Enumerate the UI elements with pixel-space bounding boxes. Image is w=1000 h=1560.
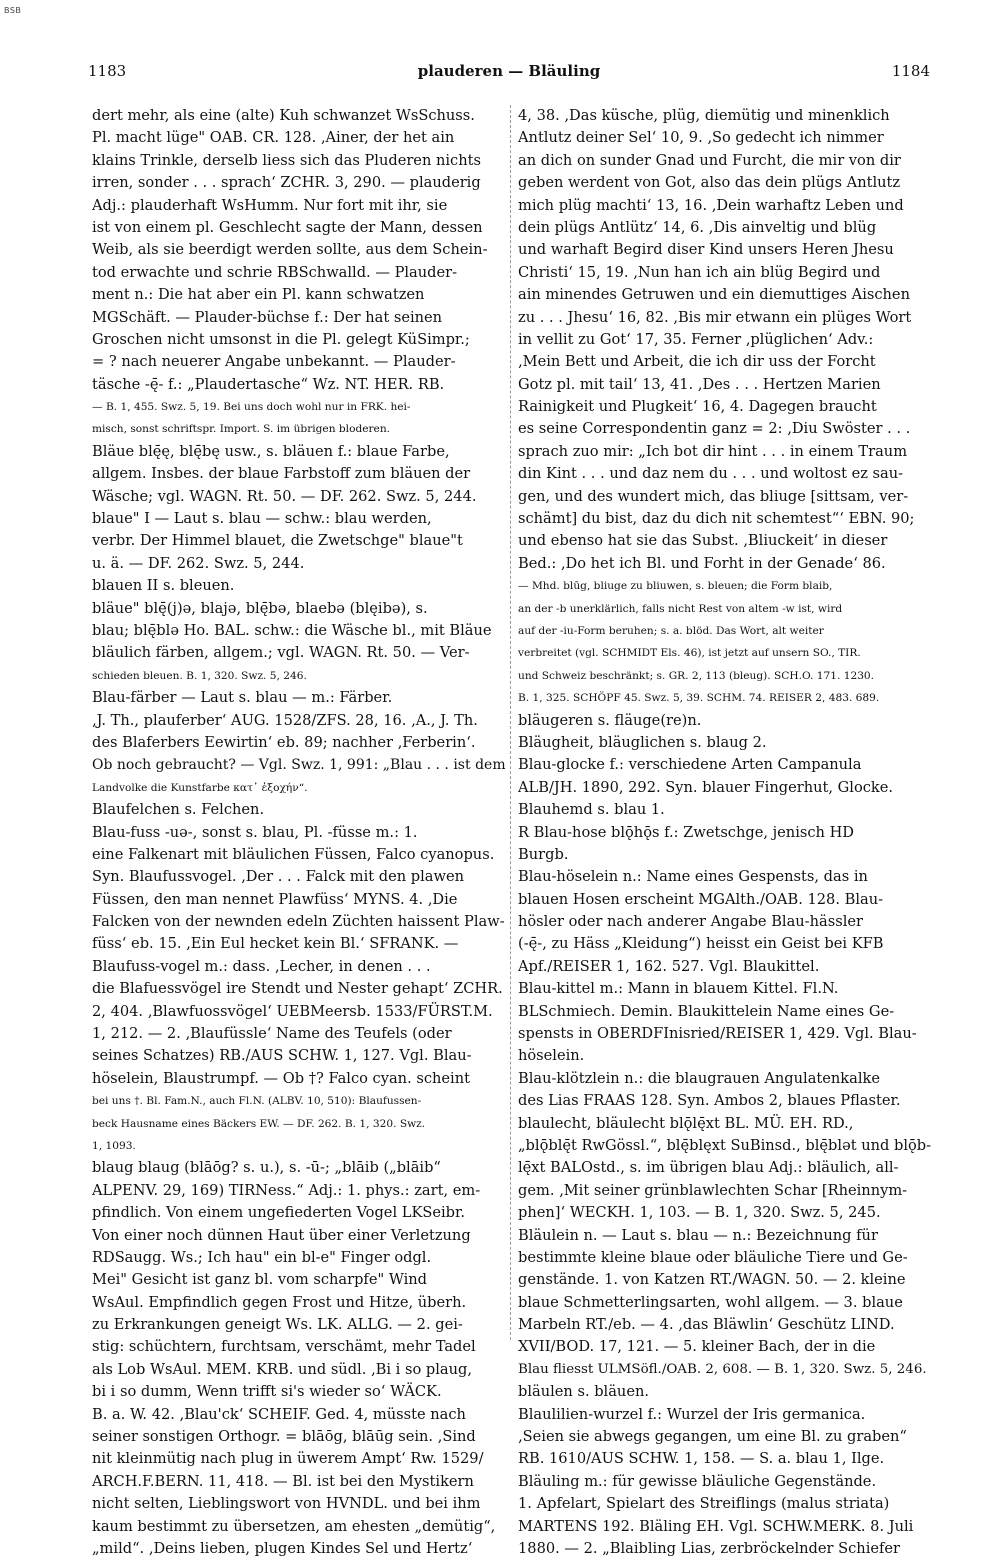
text-line: Gotz pl. mit tail‘ 13, 41. ‚Des . . . Hertzen Marien	[518, 375, 881, 393]
text-line: an dich on sunder Gnad und Furcht, die mir von dir	[518, 151, 901, 169]
text-line: blaug blaug (blāōg? s. u.), s. -ū-; „blāib („blāib“	[92, 1159, 441, 1177]
text-line: mich plüg machti‘ 13, 16. ‚Dein warhaftz Leben und	[518, 196, 904, 214]
text-line: dert mehr, als eine (alte) Kuh schwanzet WsSchuss.	[92, 107, 475, 124]
text-line: — Mhd. blūg, bliuge zu bliuwen, s. bleuen; die Form blaib,	[518, 580, 833, 593]
text-line: bläulen s. bläuen.	[518, 1383, 650, 1401]
text-line: ain minendes Getruwen und ein diemuttiges Aischen	[518, 286, 910, 304]
text-line: — B. 1, 455. Swz. 5, 19. Bei uns doch wohl nur in FRK. hei-	[92, 401, 411, 414]
text-line: Wäsche; vgl. WAGN. Rt. 50. — DF. 262. Swz. 5, 244.	[92, 487, 477, 505]
text-line: Blau-kittel m.: Mann in blauem Kittel. Fl.N.	[518, 980, 839, 998]
text-line: 4, 38. ‚Das küsche, plüg, diemütig und minenklich	[518, 107, 890, 124]
text-line: bläulich färben, allgem.; vgl. WAGN. Rt. 50. — Ver-	[92, 644, 470, 662]
text-line: Blaufuss-vogel m.: dass. ‚Lecher, in denen . . .	[92, 957, 431, 975]
text-line: hösler oder nach anderer Angabe Blau-hässler	[518, 913, 863, 931]
text-line: R Blau-hose blǭhǭs f.: Zwetschge, jenisch HD	[518, 823, 854, 841]
text-line: allgem. Insbes. der blaue Farbstoff zum bläuen der	[92, 465, 471, 483]
text-line: spensts in OBERDFInisried/REISER 1, 429. Vgl. Blau-	[518, 1025, 917, 1043]
text-line: Blaufelchen s. Felchen.	[92, 801, 265, 819]
text-line: nicht selten, Lieblingswort von HVNDL. und bei ihm	[92, 1495, 481, 1513]
text-line: und Schweiz beschränkt; s. GR. 2, 113 (bleug). SCH.O. 171. 1230.	[518, 669, 875, 682]
text-line: in vellit zu Got‘ 17, 35. Ferner ‚plüglichen‘ Adv.:	[518, 330, 874, 348]
text-line: Rainigkeit und Plugkeit‘ 16, 4. Dagegen braucht	[518, 398, 877, 416]
text-line: geben werdent von Got, also das dein plügs Antlutz	[518, 174, 901, 192]
text-line: und ebenso hat sie das Subst. ‚Bliuckeit‘ in dieser	[518, 532, 888, 550]
text-line: dein plügs Antlütz‘ 14, 6. ‚Dis ainveltig und blüg	[518, 218, 877, 236]
text-line: seiner sonstigen Orthogr. = blāōg, blāūg sein. ‚Sind	[92, 1428, 476, 1446]
text-line: u. ä. — DF. 262. Swz. 5, 244.	[92, 554, 305, 572]
text-line: = ? nach neuerer Angabe unbekannt. — Plauder-	[92, 353, 456, 371]
text-line: ‚J. Th., plauferber‘ AUG. 1528/ZFS. 28, 16. ‚A., J. Th.	[92, 711, 478, 729]
text-line: stig: schüchtern, furchtsam, verschämt, mehr Tadel	[92, 1338, 476, 1356]
text-line: blauen II s. bleuen.	[92, 577, 235, 595]
text-line: genstände. 1. von Katzen RT./WAGN. 50. — 2. kleine	[518, 1271, 906, 1289]
text-line: und warhaft Begird diser Kind unsers Heren Jhesu	[518, 241, 894, 259]
text-line: XVII/BOD. 17, 121. — 5. kleiner Bach, der in die	[518, 1338, 876, 1356]
text-line: bläue" blę̄(j)ə, blajə, blę̄bə, blaebə (blęibə), s.	[92, 599, 428, 617]
text-line: nit kleinmütig nach plug in üwerem Ampt‘ Rw. 1529/	[92, 1450, 484, 1468]
text-line: ALPENV. 29, 169) TIRNess.“ Adj.: 1. phys.: zart, em-	[92, 1181, 481, 1199]
text-line: schieden bleuen. B. 1, 320. Swz. 5, 246.	[92, 669, 307, 682]
text-line: lę̄xt BALOstd., s. im übrigen blau Adj.: bläulich, all-	[518, 1159, 899, 1177]
text-line: Christi‘ 15, 19. ‚Nun han ich ain blüg Begird und	[518, 263, 881, 281]
text-line: RDSaugg. Ws.; Ich hau" ein bl-e" Finger odgl.	[92, 1248, 432, 1266]
page-number-right: 1184	[891, 62, 930, 80]
text-line: es seine Correspondentin ganz = 2: ‚Diu Swöster . . .	[518, 420, 911, 438]
text-line: din Kint . . . und daz nem du . . . und woltost ez sau-	[518, 465, 904, 483]
text-line: Falcken von der newnden edeln Züchten haissent Plaw-	[92, 913, 505, 931]
text-line: 2, 404. ‚Blawfuossvögel‘ UEBMeersb. 1533/FÜRST.M.	[92, 1002, 493, 1020]
text-line: „mild“. ‚Deins lieben, plugen Kindes Sel und Hertz‘	[92, 1540, 473, 1557]
text-line: Groschen nicht umsonst in die Pl. gelegt KüSimpr.;	[92, 330, 470, 348]
text-line: Antlutz deiner Sel‘ 10, 9. ‚So gedecht ich nimmer	[518, 129, 884, 147]
text-line: 1, 212. — 2. ‚Blaufüssle‘ Name des Teufels (oder	[92, 1025, 452, 1043]
text-line: 1, 1093.	[92, 1139, 136, 1152]
right-column	[518, 105, 933, 1560]
text-line: höselein.	[518, 1047, 585, 1065]
text-line: Blau-klötzlein n.: die blaugrauen Angulatenkalke	[518, 1069, 881, 1087]
text-line: blau; blę̄blə Ho. BAL. schw.: die Wäsche bl., mit Bläue	[92, 621, 492, 639]
text-line: ARCH.F.BERN. 11, 418. — Bl. ist bei den Mystikern	[92, 1472, 474, 1490]
text-line: klains Trinkle, derselb liess sich das Pluderen nichts	[92, 151, 481, 169]
text-line: Syn. Blaufussvogel. ‚Der . . . Falck mit den plawen	[92, 868, 464, 886]
text-line: kaum bestimmt zu übersetzen, am ehesten „demütig“,	[92, 1517, 496, 1535]
text-line: RB. 1610/AUS SCHW. 1, 158. — S. a. blau 1, Ilge.	[518, 1450, 885, 1468]
text-line: bläugeren s. fläuge(re)n.	[518, 711, 702, 729]
left-column	[92, 105, 507, 1560]
text-line: Blau-fuss -uə-, sonst s. blau, Pl. -füsse m.: 1.	[92, 823, 418, 841]
text-line: ‚Seien sie abwegs gegangen, um eine Bl. zu graben“	[518, 1428, 907, 1446]
text-line: Apf./REISER 1, 162. 527. Vgl. Blaukittel.	[518, 957, 820, 975]
text-line: ist von einem pl. Geschlecht sagte der Mann, dessen	[92, 218, 483, 236]
text-line: zu Erkrankungen geneigt Ws. LK. ALLG. — 2. gei-	[92, 1316, 463, 1334]
text-line: B. 1, 325. SCHÖPF 45. Swz. 5, 39. SCHM. 74. REISER 2, 483. 689.	[518, 692, 880, 705]
text-line: Bläulein n. — Laut s. blau — n.: Bezeichnung für	[518, 1226, 878, 1244]
text-line: Weib, als sie beerdigt werden sollte, aus dem Schein-	[92, 241, 488, 259]
text-line: Blauhemd s. blau 1.	[518, 801, 665, 819]
text-line: beck Hausname eines Bäckers EW. — DF. 262. B. 1, 320. Swz.	[92, 1117, 426, 1130]
running-head: plauderen — Bläuling	[417, 62, 601, 80]
text-line: Bed.: ‚Do het ich Bl. und Forht in der Genade‘ 86.	[518, 554, 886, 572]
text-line: höselein, Blaustrumpf. — Ob †? Falco cyan. scheint	[92, 1069, 470, 1087]
text-line: Mei" Gesicht ist ganz bl. vom scharpfe" Wind	[92, 1271, 427, 1289]
text-line: bi i so dumm, Wenn trifft si's wieder so‘ WÄCK.	[92, 1383, 442, 1401]
text-line: an der -b unerklärlich, falls nicht Rest von altem -w ist, wird	[518, 602, 843, 615]
text-line: blaue Schmetterlingsarten, wohl allgem. — 3. blaue	[518, 1293, 903, 1311]
text-line: Bläue blę̄ę, blę̄bę usw., s. bläuen f.: blaue Farbe,	[92, 442, 450, 460]
text-line: Marbeln RT./eb. — 4. ‚das Bläwlin‘ Geschütz LIND.	[518, 1316, 895, 1334]
text-line: ‚Mein Bett und Arbeit, die ich dir uss der Forcht	[518, 353, 876, 371]
text-line: täsche -ę̄- f.: „Plaudertasche“ Wz. NT. HER. RB.	[92, 375, 445, 393]
text-line: Füssen, den man nennet Plawfüss‘ MYNS. 4. ‚Die	[92, 890, 458, 908]
text-line: des Blaferbers Eewirtin‘ eb. 89; nachher ‚Ferberin‘.	[92, 733, 476, 751]
text-line: verbreitet (vgl. SCHMIDT Els. 46), ist jetzt auf unsern SO., TIR.	[518, 647, 861, 660]
text-line: Ob noch gebraucht? — Vgl. Swz. 1, 991: „Blau . . . ist dem	[92, 757, 506, 774]
text-line: auf der -iu-Form beruhen; s. a. blöd. Das Wort, alt weiter	[518, 624, 824, 637]
text-line: blaue" I — Laut s. blau — schw.: blau werden,	[92, 510, 432, 528]
text-line: ALB/JH. 1890, 292. Syn. blauer Fingerhut, Glocke.	[518, 778, 894, 796]
text-line: Landvolke die Kunstfarbe κατ᾽ ἐξοχήν“.	[92, 781, 308, 794]
text-line: irren, sonder . . . sprach‘ ZCHR. 3, 290. — plauderig	[92, 174, 481, 192]
text-line: MARTENS 192. Bläling EH. Vgl. SCHW.MERK. 8. Juli	[518, 1517, 914, 1535]
text-line: pfindlich. Von einem ungefiederten Vogel LKSeibr.	[92, 1204, 466, 1222]
text-line: Blau-färber — Laut s. blau — m.: Färber.	[92, 689, 393, 707]
text-line: misch, sonst schriftspr. Import. S. im übrigen bloderen.	[92, 423, 391, 436]
text-line: die Blafuessvögel ire Stendt und Nester gehapt‘ ZCHR.	[92, 980, 503, 998]
text-line: 1. Apfelart, Spielart des Streiflings (malus striata)	[518, 1495, 890, 1513]
text-line: Blau-glocke f.: verschiedene Arten Campanula	[518, 756, 862, 774]
text-line: tod erwachte und schrie RBSchwalld. — Plauder-	[92, 263, 458, 281]
text-line: Bläuling m.: für gewisse bläuliche Gegenstände.	[518, 1472, 877, 1490]
text-line: seines Schatzes) RB./AUS SCHW. 1, 127. Vgl. Blau-	[92, 1047, 472, 1065]
text-line: verbr. Der Himmel blauet, die Zwetschge" blaue"t	[92, 532, 463, 550]
text-line: eine Falkenart mit bläulichen Füssen, Falco cyanopus.	[92, 845, 495, 863]
text-line: zu . . . Jhesu‘ 16, 82. ‚Bis mir etwann ein plüges Wort	[518, 308, 912, 326]
text-line: sprach zuo mir: „Ich bot dir hint . . . in einem Traum	[518, 442, 908, 460]
text-line: schämt] du bist, daz du dich nit schemtest“‘ EBN. 90;	[518, 510, 915, 528]
page-number-left: 1183	[88, 62, 127, 80]
text-line: Burgb.	[518, 845, 569, 863]
text-line: Blau-höselein n.: Name eines Gespensts, das in	[518, 868, 868, 886]
text-line: Pl. macht lüge" OAB. CR. 128. ‚Ainer, der het ain	[92, 129, 455, 147]
text-line: füss‘ eb. 15. ‚Ein Eul hecket kein Bl.‘ SFRANK. —	[92, 935, 459, 953]
text-line: gen, und des wundert mich, das bliuge [sittsam, ver-	[518, 487, 909, 505]
text-line: MGSchäft. — Plauder-büchse f.: Der hat seinen	[92, 308, 443, 326]
text-line: ment n.: Die hat aber ein Pl. kann schwatzen	[92, 286, 425, 304]
text-line: des Lias FRAAS 128. Syn. Ambos 2, blaues Pflaster.	[518, 1092, 901, 1110]
text-line: blaulecht, bläulecht blǭlę̄xt BL. MÜ. EH. RD.,	[518, 1114, 854, 1132]
text-line: Von einer noch dünnen Haut über einer Verletzung	[92, 1226, 471, 1244]
text-line: Adj.: plauderhaft WsHumm. Nur fort mit ihr, sie	[92, 196, 448, 214]
text-line: phen]‘ WECKH. 1, 103. — B. 1, 320. Swz. 5, 245.	[518, 1204, 881, 1222]
text-line: „blǭblę̄t RwGössl.“, blę̄blęxt SuBinsd., blę̄blət und blǭb-	[518, 1136, 932, 1154]
text-line: gem. ‚Mit seiner grünblawlechten Schar [Rheinnym-	[518, 1181, 908, 1199]
text-line: Blau fliesst ULMSöfl./OAB. 2, 608. — B. 1, 320. Swz. 5, 246.	[518, 1361, 927, 1377]
text-line: Blaulilien-wurzel f.: Wurzel der Iris germanica.	[518, 1405, 866, 1423]
text-line: bestimmte kleine blaue oder bläuliche Tiere und Ge-	[518, 1248, 908, 1266]
library-stamp: BSB	[4, 6, 22, 15]
text-line: bei uns †. Bl. Fam.N., auch Fl.N. (ALBV. 10, 510): Blaufussen-	[92, 1095, 422, 1108]
text-line: blauen Hosen erscheint MGAlth./OAB. 128. Blau-	[518, 890, 884, 908]
column-divider	[510, 105, 511, 1340]
text-line: (-ę̄-, zu Häss „Kleidung“) heisst ein Geist bei KFB	[518, 935, 884, 953]
text-line: WsAul. Empfindlich gegen Frost und Hitze, überh.	[92, 1293, 467, 1311]
text-line: 1880. — 2. „Blaibling Lias, zerbröckelnder Schiefer	[518, 1540, 901, 1557]
text-line: B. a. W. 42. ‚Blau'ck‘ SCHEIF. Ged. 4, müsste nach	[92, 1405, 466, 1423]
text-line: Bläugheit, bläuglichen s. blaug 2.	[518, 733, 767, 751]
text-line: BLSchmiech. Demin. Blaukittelein Name eines Ge-	[518, 1002, 895, 1020]
page-header	[88, 62, 930, 84]
text-line: als Lob WsAul. MEM. KRB. und südl. ‚Bi i so plaug,	[92, 1360, 472, 1378]
